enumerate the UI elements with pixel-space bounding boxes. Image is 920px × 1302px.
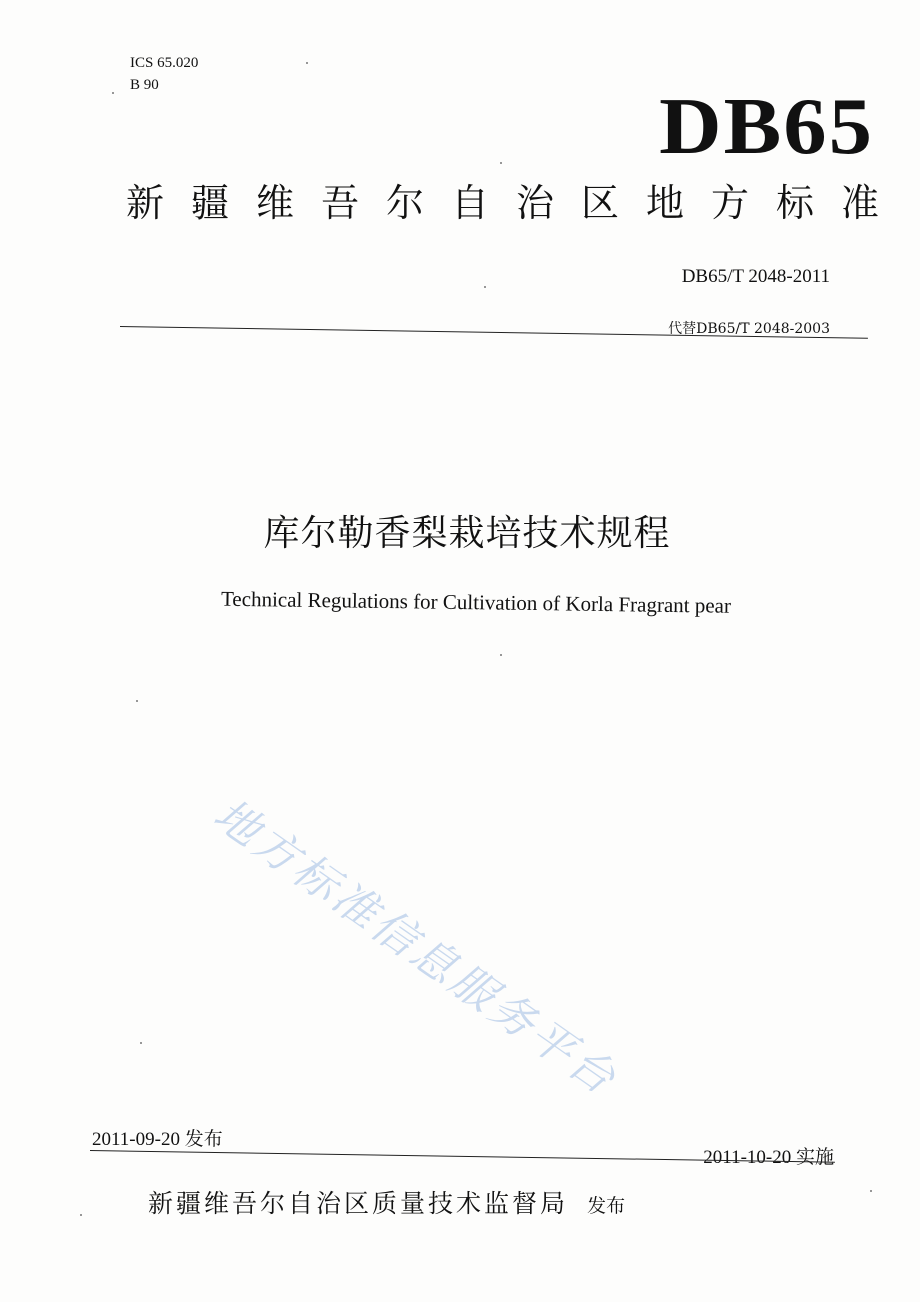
scan-speck — [140, 1042, 142, 1044]
title-chinese: 库尔勒香梨栽培技术规程 — [263, 513, 671, 554]
scan-speck — [500, 654, 502, 656]
implementation-date: 2011-10-20 实施 — [703, 1147, 834, 1168]
standard-number: DB65/T 2048-2011 — [681, 266, 830, 287]
scan-speck — [306, 62, 308, 64]
db-code: DB65 — [658, 83, 874, 171]
scan-speck — [80, 1214, 82, 1216]
scan-speck — [112, 92, 114, 94]
title-english: Technical Regulations for Cultivation of Korla Fragrant pear — [220, 586, 732, 618]
ics-code: ICS 65.020 — [130, 55, 199, 71]
issuer-name: 新疆维吾尔自治区质量技术监督局 — [148, 1189, 569, 1218]
replaces-standard: 代替DB65/T 2048-2003 — [668, 321, 830, 337]
classification-codes — [130, 52, 198, 96]
scan-speck — [136, 700, 138, 702]
watermark: 地方标准信息服务平台 — [204, 789, 627, 1107]
scan-speck — [870, 1190, 872, 1192]
scan-speck — [484, 286, 486, 288]
ccs-code: B 90 — [130, 77, 159, 93]
standard-type: 新疆维吾尔自治区地方标准 — [126, 181, 907, 225]
issuer — [148, 1184, 625, 1220]
issuer-suffix: 发布 — [587, 1195, 626, 1217]
issue-date: 2011-09-20 发布 — [92, 1129, 223, 1150]
scan-speck — [500, 162, 502, 164]
